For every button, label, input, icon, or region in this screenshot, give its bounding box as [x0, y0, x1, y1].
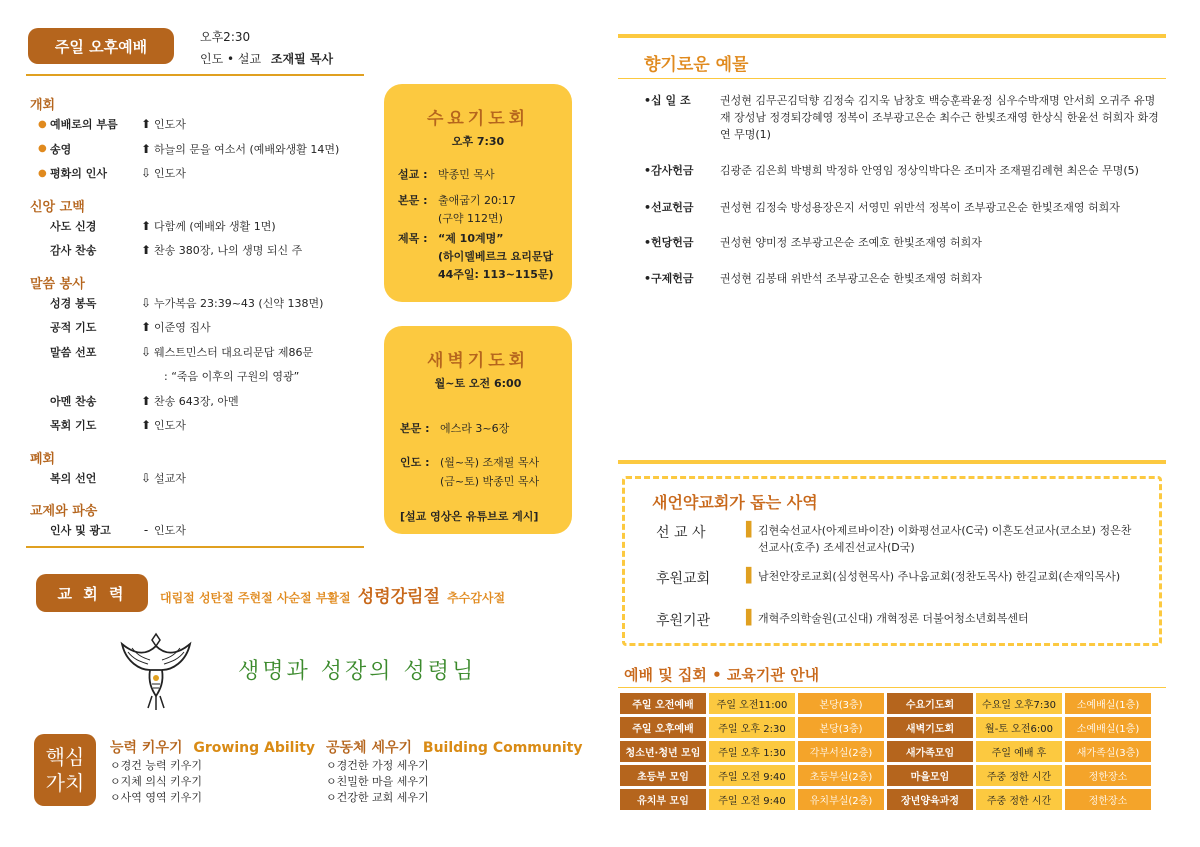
wednesday-text [398, 192, 516, 226]
label: 본문 : [398, 194, 428, 207]
offering-type: •십 일 조 [644, 94, 691, 107]
missions-top-bar [618, 460, 1166, 464]
schedule-row [620, 765, 1151, 786]
wednesday-prayer-box [384, 84, 572, 302]
schedule-meeting: 주일 오후예배 [620, 717, 706, 738]
schedule-place: 각부서실(2층) [798, 741, 884, 762]
leader-name: 조재필 목사 [270, 52, 334, 66]
title-en: Growing Ability [193, 740, 316, 756]
schedule-title: 예배 및 집회 • 교육기관 안내 [624, 666, 820, 684]
stand-sit-icon: ⇩ [140, 470, 152, 485]
stand-sit-icon: ⇩ [140, 344, 152, 359]
schedule-meeting: 마을모임 [887, 765, 973, 786]
afternoon-leader [200, 50, 333, 67]
leader-line: (월~목) 조재필 목사 [440, 456, 540, 469]
liturgy-row [38, 393, 239, 409]
bar-icon: ▌ [746, 568, 757, 584]
schedule-time: 수요일 오후7:30 [976, 693, 1062, 714]
schedule-place: 초등부실(2층) [798, 765, 884, 786]
value [440, 454, 539, 489]
schedule-time: 월-토 오전6:00 [976, 717, 1062, 738]
liturgy-row [38, 522, 186, 538]
dawn-leader [400, 454, 539, 489]
label: 인도 : [400, 456, 430, 469]
mission-row [656, 522, 1138, 556]
liturgy-section-title: 말씀 봉사 [30, 276, 85, 292]
dawn-text [400, 420, 509, 436]
schedule-meeting: 장년양육과정 [887, 789, 973, 810]
season-current: 성령강림절 [357, 587, 440, 607]
value: 에스라 3~6장 [440, 422, 510, 435]
schedule-time: 주일 오후 1:30 [709, 741, 795, 762]
bar-icon: ▌ [746, 522, 757, 538]
leader-prefix: 인도 • 설교 [200, 52, 262, 66]
core-item: ㅇ친밀한 마을 세우기 [326, 775, 429, 788]
schedule-meeting: 초등부 모임 [620, 765, 706, 786]
topic-line: (하이델베르크 요리문답 [438, 250, 554, 263]
stand-sit-icon: ⇩ [140, 166, 152, 180]
offering-type: •선교헌금 [644, 201, 694, 214]
core-item: ㅇ경건 능력 키우기 [110, 759, 203, 772]
video-note: [설교 영상은 유튜브로 게시] [400, 510, 539, 523]
afternoon-service-title: 주일 오후예배 [28, 28, 174, 64]
schedule-time: 주일 오전 9:40 [709, 765, 795, 786]
schedule-row [620, 693, 1151, 714]
schedule-place: 소예배실(1층) [1065, 717, 1151, 738]
topic-line: “제 10계명” [438, 232, 504, 245]
text-line: (구약 112면) [438, 212, 503, 225]
offering-names: 권성현 김무곤김덕향 김정숙 김지욱 남창호 백승훈곽윤정 심우수박재명 안서희 오귀주 유명재 장성남 정경퇴강혜영 정복이 조부광고은순 최수근 한빛조재영 한상식 한윤선 허희자 화경연 무명(1) [720, 94, 1159, 141]
stand-sit-icon: ⬆ [140, 218, 152, 233]
liturgy-row [38, 470, 186, 486]
divider-bottom-left [26, 546, 364, 548]
liturgy-row [38, 368, 299, 384]
liturgy-item-desc: 누가복음 23:39~43 (신약 138면) [154, 296, 324, 310]
stand-sit-icon: ⬆ [140, 117, 152, 131]
core-col-community [326, 740, 582, 806]
liturgy-item-desc: 인도자 [154, 167, 186, 180]
wednesday-time: 오후 7:30 [451, 135, 505, 148]
label: 제목 : [398, 232, 428, 245]
stand-sit-icon: ⬆ [140, 418, 152, 432]
liturgy-item-desc: 다함께 (예배와 생활 1면) [154, 219, 276, 233]
liturgy-row [38, 141, 339, 157]
mission-category: 후원교회 [656, 571, 711, 587]
schedule-place: 본당(3층) [798, 693, 884, 714]
liturgy-item-name: 말씀 선포 [50, 345, 97, 359]
liturgy-item-desc: 웨스트민스터 대요리문답 제86문 [154, 345, 314, 359]
liturgy-section-title: 신앙 고백 [30, 199, 85, 215]
wednesday-title: 수요기도회 [426, 109, 530, 129]
liturgy-row [38, 116, 186, 132]
schedule-time: 주일 오전11:00 [709, 693, 795, 714]
schedule-time: 주일 예배 후 [976, 741, 1062, 762]
value [438, 230, 554, 282]
liturgy-row [38, 344, 313, 360]
core-col-header [326, 740, 582, 756]
afternoon-time: 오후2:30 [200, 30, 251, 44]
liturgy-item-desc: 인도자 [154, 419, 186, 432]
dawn-time: 월~토 오전 6:00 [434, 377, 522, 390]
mission-names: 개혁주의학술원(고신대) 개혁정론 더불어청소년회복센터 [758, 612, 1029, 625]
liturgy-item-name: 복의 선언 [50, 471, 97, 485]
calendar-label: 교 회 력 [36, 574, 148, 612]
offering-type: •헌당헌금 [644, 236, 694, 249]
leader-line: (금~토) 박종민 목사 [440, 475, 540, 488]
dawn-prayer-box [384, 326, 572, 534]
liturgy-row [38, 417, 186, 433]
stand-sit-icon: ⬆ [140, 320, 152, 334]
stand-sit-icon: ⬆ [140, 243, 152, 257]
seasons-list: 대림절 성탄절 주현절 사순절 부활절 [160, 591, 351, 605]
schedule-place: 정한장소 [1065, 765, 1151, 786]
value: 박종민 목사 [438, 168, 495, 181]
offering-names: 권성현 김봉태 위반석 조부광고은순 한빛조재영 허희자 [720, 272, 982, 285]
liturgy-row [38, 319, 211, 335]
liturgy-row [38, 242, 302, 258]
liturgy-item-name: 예배로의 부름 [50, 118, 118, 131]
core-item: ㅇ경건한 가정 세우기 [326, 759, 429, 772]
schedule-row [620, 789, 1151, 810]
label: 설교 : [398, 168, 428, 181]
schedule-title-rule [618, 687, 1166, 688]
core-col-header [110, 740, 315, 756]
core-item: ㅇ건강한 교회 세우기 [326, 791, 429, 804]
wednesday-topic [398, 230, 554, 282]
offering-names: 권성현 양미정 조부광고은순 조예호 한빛조재영 허희자 [720, 236, 982, 249]
liturgy-item-desc: : “죽음 이후의 구원의 영광” [164, 370, 300, 383]
core-item: ㅇ사역 영역 키우기 [110, 791, 203, 804]
title-ko: 능력 키우기 [110, 740, 183, 756]
divider-top-left [26, 74, 364, 76]
liturgy-item-name: 목회 기도 [50, 419, 97, 432]
schedule-meeting: 청소년·청년 모임 [620, 741, 706, 762]
offering-type: •감사헌금 [644, 164, 694, 177]
schedule-meeting: 주일 오전예배 [620, 693, 706, 714]
mission-names: 김현숙선교사(아제르바이잔) 이화평선교사(C국) 이흔도선교사(코소보) 정은찬선교사(호주) 조세진선교사(D국) [758, 524, 1132, 554]
schedule-time: 주일 오후 2:30 [709, 717, 795, 738]
text-line: 출애굽기 20:17 [438, 194, 516, 207]
core-col-ability [110, 740, 315, 806]
offering-row [644, 199, 1160, 216]
title-en: Building Community [422, 740, 583, 756]
schedule-meeting: 유치부 모임 [620, 789, 706, 810]
label: 본문 : [400, 422, 430, 435]
schedule-row [620, 717, 1151, 738]
offering-type: •구제헌금 [644, 272, 694, 285]
schedule-time: 주중 정한 시간 [976, 789, 1062, 810]
schedule-meeting: 새가족모임 [887, 741, 973, 762]
title-ko: 공동체 세우기 [326, 740, 413, 756]
offering-row [644, 270, 1160, 287]
bar-icon: ▌ [746, 610, 757, 626]
value [438, 192, 516, 226]
dove-icon [116, 626, 196, 716]
schedule-place: 정한장소 [1065, 789, 1151, 810]
offering-names: 권성현 김정숙 방성용장은지 서영민 위반석 정복이 조부광고은순 한빛조재영 허희자 [720, 201, 1120, 214]
calendar-theme: 생명과 성장의 성령님 [238, 659, 477, 684]
offering-names: 김광준 김은희 박병희 박정하 안영임 정상익박다은 조미자 조재필김례현 최은순 무명(5) [720, 164, 1139, 177]
bullet-icon: ● [38, 143, 47, 154]
liturgy-row [38, 295, 323, 311]
schedule-place: 본당(3층) [798, 717, 884, 738]
mission-row [656, 610, 1138, 630]
offering-row [644, 162, 1160, 179]
mission-category: 선 교 사 [656, 525, 706, 541]
schedule-place: 소예배실(1층) [1065, 693, 1151, 714]
offering-row [644, 234, 1160, 251]
liturgy-item-desc: 찬송 380장, 나의 생명 되신 주 [154, 244, 303, 257]
offering-row [644, 92, 1160, 143]
liturgy-item-desc: 인도자 [154, 118, 186, 131]
liturgy-item-name: 사도 신경 [50, 219, 97, 233]
schedule-place: 새가족실(3층) [1065, 741, 1151, 762]
liturgy-item-desc: 인도자 [154, 524, 186, 537]
schedule-time: 주일 오전 9:40 [709, 789, 795, 810]
liturgy-item-name: 아멘 찬송 [50, 394, 97, 408]
season-last: 추수감사절 [447, 591, 506, 605]
liturgy-item-name: 인사 및 광고 [50, 524, 111, 537]
missions-title: 새언약교회가 돕는 사역 [652, 493, 818, 512]
liturgy-item-desc: 이준영 집사 [154, 321, 211, 334]
liturgy-item-name: 공적 기도 [50, 321, 97, 334]
liturgy-item-desc: 찬송 643장, 아멘 [154, 394, 239, 408]
liturgy-section-title: 교제와 파송 [30, 504, 98, 519]
bullet-icon: ● [38, 118, 47, 130]
mission-category: 후원기관 [656, 613, 711, 629]
stand-sit-icon: - [143, 523, 149, 537]
schedule-meeting: 수요기도회 [887, 693, 973, 714]
liturgy-row [38, 218, 276, 234]
liturgy-item-desc: 설교자 [154, 471, 186, 485]
liturgy-item-desc: 하늘의 문을 여소서 (예배와생활 14면) [154, 142, 340, 156]
mission-names: 남천안장로교회(심성현목사) 주나움교회(정찬도목사) 한길교회(손재익목사) [758, 570, 1121, 583]
stand-sit-icon: ⬆ [140, 393, 152, 408]
offerings-top-bar [618, 34, 1166, 38]
mission-row [656, 568, 1138, 588]
topic-line: 44주일: 113~115문) [438, 268, 554, 281]
schedule-place: 유치부실(2층) [798, 789, 884, 810]
dawn-title: 새벽기도회 [426, 351, 530, 371]
liturgy-item-name: 평화의 인사 [50, 167, 107, 180]
liturgy-section-title: 폐회 [30, 451, 56, 467]
liturgy-item-name: 성경 봉독 [50, 296, 97, 310]
stand-sit-icon: ⇩ [140, 295, 152, 310]
liturgy-section-title: 개회 [30, 98, 56, 113]
schedule-table [617, 690, 1154, 813]
calendar-seasons [160, 582, 505, 607]
schedule-meeting: 새벽기도회 [887, 717, 973, 738]
schedule-row [620, 741, 1151, 762]
core-label-line: 가치 [45, 771, 85, 795]
offerings-title: 향기로운 예물 [644, 55, 749, 75]
core-item: ㅇ지체 의식 키우기 [110, 775, 203, 788]
core-values-label [34, 734, 96, 806]
bullet-icon: ● [38, 167, 47, 179]
core-label-line: 핵심 [45, 745, 85, 769]
schedule-time: 주중 정한 시간 [976, 765, 1062, 786]
wednesday-sermon [398, 166, 495, 182]
offerings-title-rule [618, 78, 1166, 79]
liturgy-item-name: 감사 찬송 [50, 244, 97, 257]
liturgy-row [38, 165, 186, 181]
stand-sit-icon: ⬆ [140, 141, 152, 156]
liturgy-item-name: 송영 [50, 142, 72, 156]
